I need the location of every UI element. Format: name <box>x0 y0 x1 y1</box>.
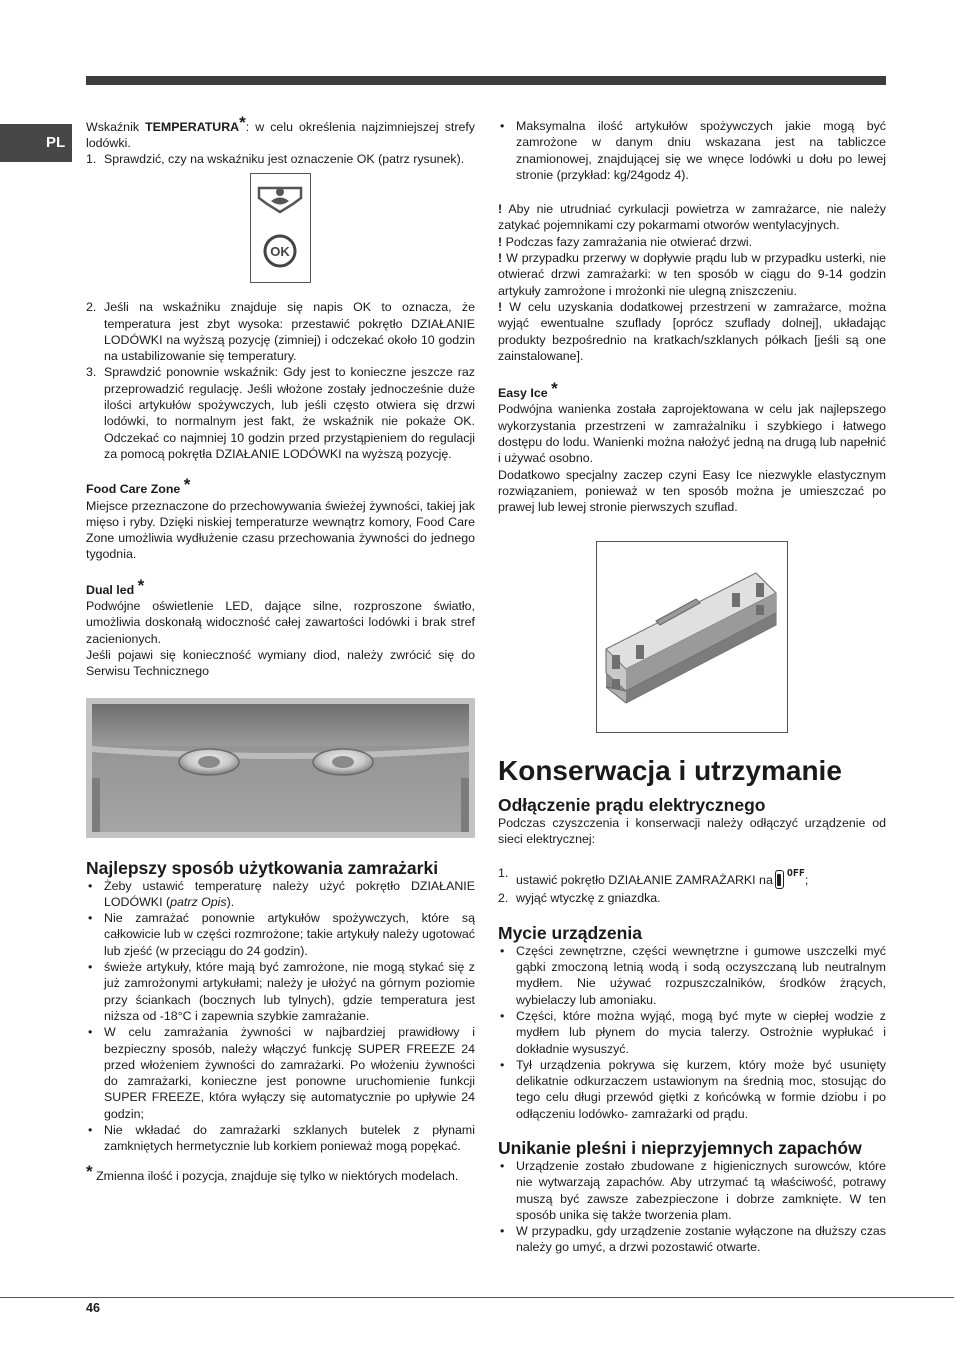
temperature-steps <box>86 151 475 167</box>
power-steps <box>498 865 886 907</box>
freezer-usage-list <box>86 878 475 1155</box>
warnings <box>498 201 886 364</box>
asterisk: * <box>551 379 558 399</box>
dual-led-title-text: Dual led <box>86 582 135 597</box>
list-item-text: Urządzenie zostało zbudowane z higienicznych surowców, które nie wytwarzają zapachów. Aby utrzymać tą właściwość, potrawy muszą być zawsze zabezpieczone i dobrze zamknięte. W ten sposób unika się także tworzenia plam. <box>516 1158 886 1222</box>
indicator-icon <box>251 174 310 282</box>
bullet: • <box>500 943 505 958</box>
easy-ice-text-1: Podwójna wanienka została zaprojektowana w celu jak najlepszego wykorzystania przestrzeni w zamrażalniku i szybkiego i łatwego dostępu do lodu. Wanienki można nałożyć jedną na drugą lub napełnić i używać osobno. <box>498 402 886 466</box>
wash-title: Mycie urządzenia <box>498 922 642 943</box>
list-item <box>86 959 475 1024</box>
step-number: 3. <box>86 365 97 380</box>
asterisk: * <box>239 113 246 132</box>
bullet: • <box>500 1158 505 1173</box>
list-item <box>86 1122 475 1155</box>
list-item-italic: patrz Opis <box>170 894 227 909</box>
power-step-2 <box>498 890 886 906</box>
dual-led-text-1: Podwójne oświetlenie LED, dające silne, rozproszone światło, umożliwia doskonałą widoczność całej zawartości lodówki i brak stref zacienionych. <box>86 599 475 646</box>
warning-text: W przypadku przerwy w dopływie prądu lub w przypadku usterki, nie otwierać drzwi zamrażarki: w ten sposób w ciągu do 9-14 godzin artykuły zamrożone i mrożonki nie ulegną zniszczeniu. <box>498 251 886 298</box>
warning-3 <box>498 250 886 299</box>
bullet: • <box>88 878 93 893</box>
easy-ice-title <box>498 379 886 401</box>
step-text: Sprawdzić ponownie wskaźnik: Gdy jest to konieczne jeszcze raz przeprowadzić regulację. Jeśli włożone zostały jednocześnie duże ilości artykułów spożywczych, lub jeśli często otwiera się drzwi lodówki, to normalnym jest fakt, że wskaźnik nie pokaże OK. Odczekać co najmniej 10 godzin przed przystąpieniem do regulacji za pomocą pokrętła DZIAŁANIE LODÓWKI na wyższą pozycję. <box>104 365 475 461</box>
temperature-intro-rest: : w celu określenia najzimniejszej strefy lodówki. <box>86 120 475 150</box>
list-item-text: Nie zamrażać ponownie artykułów spożywczych, które są całkowicie lub w części rozmrożone; takie artykuły należy ugotować lub zjeść (w przeciągu do 24 godzin). <box>104 911 475 958</box>
step-3 <box>86 364 475 462</box>
list-item <box>86 910 475 959</box>
step-number: 1. <box>86 152 97 166</box>
power-step-1 <box>498 865 886 890</box>
main-section-title: Konserwacja i utrzymanie <box>498 755 886 787</box>
step-number: 2. <box>498 891 509 906</box>
max-freeze-list <box>498 118 886 183</box>
warning-2 <box>498 234 886 250</box>
mold-title: Unikanie pleśni i nieprzyjemnych zapachów <box>498 1137 862 1158</box>
step-text: Jeśli na wskaźniku znajduje się napis OK to oznacza, że temperatura jest zbyt wysoka: przestawić pokrętło DZIAŁANIE LODÓWKI na wyższą pozycję (zimniej) i odczekać około 10 godzin na ustabilizowanie się temperatury. <box>104 300 475 364</box>
right-column <box>498 118 886 1256</box>
footer-rule <box>0 1297 954 1298</box>
list-item-text-end: ). <box>226 894 235 909</box>
step-text-end: ; <box>804 873 809 888</box>
temperature-intro-prefix: Wskaźnik <box>86 120 146 134</box>
left-column <box>86 113 475 1184</box>
warning-mark: ! <box>498 299 503 314</box>
warning-1 <box>498 201 886 234</box>
asterisk: * <box>137 575 145 595</box>
list-item <box>498 118 886 183</box>
ok-label: OK <box>270 244 290 260</box>
mold-list <box>498 1158 886 1256</box>
dual-led-image <box>86 698 475 838</box>
page-number: 46 <box>86 1301 100 1315</box>
warning-mark: ! <box>498 251 503 266</box>
warning-text: W celu uzyskania dodatkowej przestrzeni w zamrażarce, można wyjąć ewentualne szuflady [oprócz szuflady dolnej], układając produkty bezpośrednio na kratkach/szklanych półkach [jeśli są one zainstalowane]. <box>498 299 886 363</box>
freezer-usage-title: Najlepszy sposób użytkowania zamrażarki <box>86 857 439 878</box>
step-text: ustawić pokrętło DZIAŁANIE ZAMRAŻARKI na <box>516 873 773 888</box>
bullet: • <box>88 960 93 975</box>
list-item-text: Tył urządzenia pokrywa się kurzem, który może być usunięty delikatnie odkurzaczem ustawionym na średnią moc, stosując do tego celu długi przewód giętki z końcówką w formie dziobu i po odłączeniu lodówko- zamrażarki od prądu. <box>516 1057 886 1121</box>
asterisk: * <box>183 475 191 495</box>
step-text: wyjąć wtyczkę z gniazdka. <box>516 891 661 906</box>
bullet: • <box>500 119 505 133</box>
wash-list <box>498 943 886 1122</box>
switch-off-icon <box>775 870 784 889</box>
warning-text: Podczas fazy zamrażania nie otwierać drzwi. <box>505 234 753 249</box>
power-title: Odłączenie prądu elektrycznego <box>498 794 766 815</box>
dual-led-text-2: Jeśli pojawi się konieczność wymiany diod, należy zwrócić się do Serwisu Technicznego <box>86 647 475 679</box>
off-label: OFF <box>786 868 805 880</box>
list-item-text: Żeby ustawić temperaturę należy użyć pokrętło DZIAŁANIE LODÓWKI ( <box>104 878 475 909</box>
footnote <box>86 1161 475 1184</box>
list-item <box>86 1024 475 1122</box>
step-number: 1. <box>498 866 509 881</box>
top-rule <box>86 76 886 85</box>
list-item-text: Części zewnętrzne, części wewnętrzne i gumowe uszczelki myć gąbki zmoczoną letnią wodą i sodą oczyszczaną lub neutralnym mydłem. Nie używać rozpuszczalników, środków żrących, wybielaczy lub amoniaku. <box>516 943 886 1007</box>
list-item-text: W przypadku, gdy urządzenie zostanie wyłączone na dłuższy czas należy go umyć, a drzwi pozostawić otwarte. <box>516 1224 886 1255</box>
step-1 <box>86 151 475 167</box>
list-item <box>498 943 886 1008</box>
list-item-text: Maksymalna ilość artykułów spożywczych jakie mogą być zamrożone w danym dniu wskazana jest na tabliczce znamionowej, znajdującej się we wnęce lodówki u dołu po lewej stronie (przykład: kg/24godz 4). <box>516 119 886 182</box>
bullet: • <box>88 911 93 926</box>
list-item <box>498 1223 886 1256</box>
list-item-text: Części, które można wyjąć, mogą być myte w ciepłej wodzie z mydłem lub płynem do mycia talerzy. Ostrożnie wypłukać i dokładnie wysuszyć. <box>516 1008 886 1056</box>
warning-4 <box>498 299 886 364</box>
step-2 <box>86 299 475 364</box>
bullet: • <box>88 1122 93 1137</box>
list-item-text: Nie wkładać do zamrażarki szklanych butelek z płynami zamkniętych hermetycznie lub korkiem ponieważ mogą popękać. <box>104 1122 475 1154</box>
food-care-text: Miejsce przeznaczone do przechowywania świeżej żywności, takiej jak mięso i ryby. Dzięki niskiej temperaturze wewnątrz komory, Food Care Zone umożliwia wydłużenie czasu przechowania żywności do jednego tygodnia. <box>86 498 475 562</box>
list-item <box>498 1158 886 1223</box>
power-text: Podczas czyszczenia i konserwacji należy odłączyć urządzenie od sieci elektrycznej: <box>498 815 886 846</box>
dual-led-title <box>86 575 475 598</box>
list-item <box>86 878 475 911</box>
warning-mark: ! <box>498 202 503 217</box>
list-item <box>498 1008 886 1057</box>
list-item <box>498 1057 886 1122</box>
bullet: • <box>88 1025 93 1040</box>
list-item-text: świeże artykuły, które mają być zamrożone, nie mogą stykać się z już zamrożonymi artykułami; należy je ułożyć na górnym poziomie przy ściankach (bocznych lub tylnych), gdzie temperatura jest niższa od -18°C i zapewnia szybkie zamrażanie. <box>104 960 475 1023</box>
language-tab: PL <box>0 124 72 162</box>
footnote-text: Zmienna ilość i pozycja, znajduje się tylko w niektórych modelach. <box>92 1168 459 1183</box>
temperature-indicator-image <box>250 173 311 283</box>
bullet: • <box>500 1057 505 1072</box>
step-number: 2. <box>86 300 97 315</box>
list-item-text: W celu zamrażania żywności w najbardziej prawidłowy i bezpieczny sposób, należy włączyć funkcję SUPER FREEZE 24 przed włożeniem żywności do zamrażarki. Po włożeniu żywności do zamrażarki, konieczne jest ponowne uruchomienie funkcji SUPER FREEZE, która wyłączy się automatycznie po upływie 24 godzin; <box>104 1025 475 1121</box>
temperature-label: TEMPERATURA <box>145 120 240 134</box>
easy-ice-image <box>596 541 788 733</box>
asterisk: * <box>86 1161 93 1181</box>
temperature-intro <box>86 113 475 151</box>
bullet: • <box>500 1008 505 1023</box>
step-text: Sprawdzić, czy na wskaźniku jest oznaczenie OK (patrz rysunek). <box>104 152 465 166</box>
food-care-title <box>86 475 475 497</box>
bullet: • <box>500 1224 505 1239</box>
food-care-title-text: Food Care Zone <box>86 482 181 497</box>
easy-ice-text-2: Dodatkowo specjalny zaczep czyni Easy Ice niezwykle elastycznym rozwiązaniem, ponieważ w ten sposób można je umieszczać po prawej lub lewej stronie pierwszych szuflad. <box>498 467 886 515</box>
temperature-steps-cont <box>86 299 475 462</box>
warning-text: Aby nie utrudniać cyrkulacji powietrza w zamrażarce, nie należy zatykać pojemnikami czy pokarmami otworów wentylacyjnych. <box>498 202 886 233</box>
easy-ice-title-text: Easy Ice <box>498 386 548 401</box>
warning-mark: ! <box>498 234 503 249</box>
